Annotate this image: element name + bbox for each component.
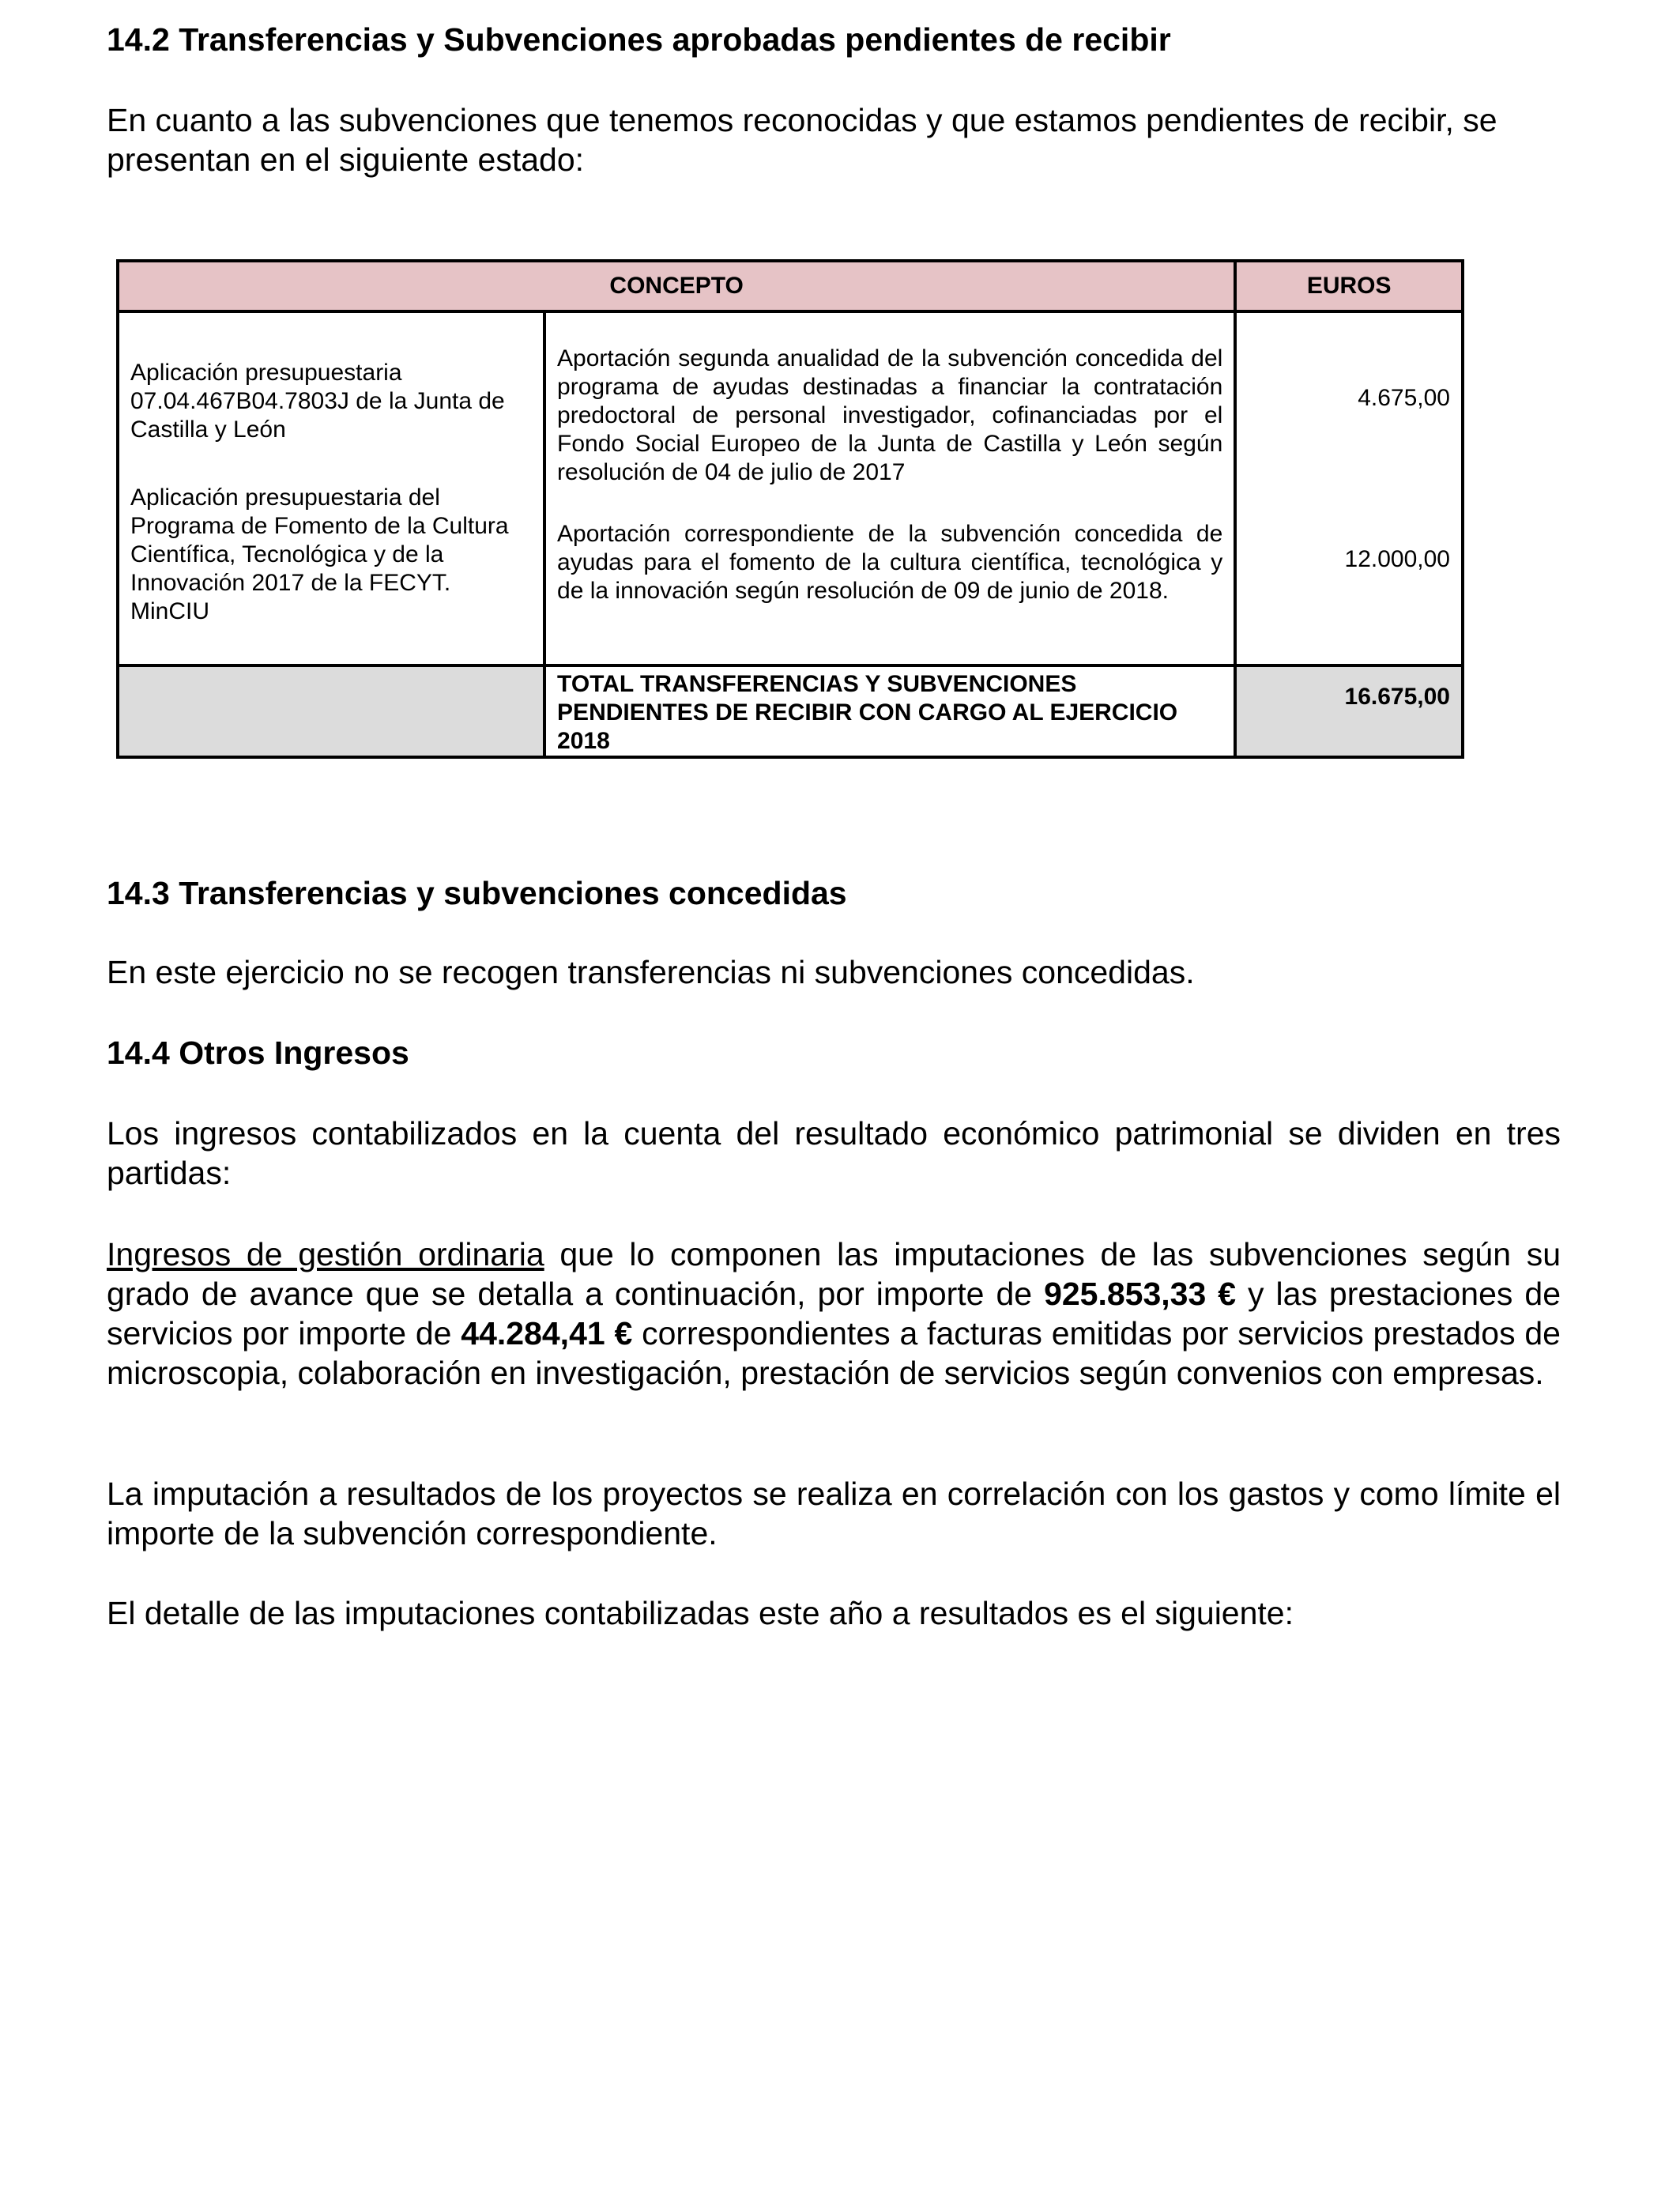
ingresos-text-3: correspondientes a facturas emitidas por servicios prestados de microscopia, colaboración en investigación, prestación de servicios según convenios con empresas. [107, 1315, 1561, 1391]
imputacion-paragraph: La imputación a resultados de los proyectos se realiza en correlación con los gastos y como límite el importe de la subvención correspondiente. [107, 1476, 1561, 1551]
ingresos-text-2: y las prestaciones de servicios por importe de [107, 1276, 1561, 1351]
description-cell [544, 311, 1235, 665]
description-2: Aportación correspondiente de la subvención concedida de ayudas para el fomento de la cultura científica, tecnológica y de la innovación según resolución de 09 de junio de 2018. [557, 521, 1223, 604]
total-label-cell [544, 665, 1235, 757]
total-amount-cell [1235, 665, 1463, 757]
section-heading-14-2: 14.2 Transferencias y Subvenciones aprobadas pendientes de recibir [107, 21, 1171, 58]
amount-1: 4.675,00 [1358, 385, 1450, 411]
section-heading-14-4: 14.4 Otros Ingresos [107, 1035, 409, 1071]
table-total-row [118, 665, 1463, 757]
application-cell [118, 311, 544, 665]
detalle-paragraph: El detalle de las imputaciones contabilizadas este año a resultados es el siguiente: [107, 1595, 1294, 1631]
ingresos-paragraph [107, 1235, 1561, 1393]
header-euros: EUROS [1235, 261, 1463, 311]
section-14-4-intro: Los ingresos contabilizados en la cuenta del resultado económico patrimonial se dividen en tres partidas: [107, 1115, 1561, 1191]
table-row [118, 311, 1463, 665]
amount-2: 12.000,00 [1344, 546, 1450, 572]
application-1: Aplicación presupuestaria 07.04.467B04.7803J de la Junta de Castilla y León [130, 360, 505, 443]
total-amount: 16.675,00 [1344, 684, 1450, 710]
total-empty-cell [118, 665, 544, 757]
description-1: Aportación segunda anualidad de la subvención concedida del programa de ayudas destinadas a financiar la contratación predoctoral de personal investigador, cofinanciadas por el Fondo Social Europeo de la Junta de Castilla y León según resolución de 04 de julio de 2017 [557, 345, 1223, 485]
application-2: Aplicación presupuestaria del Programa de Fomento de la Cultura Científica, Tecnológica y de la Innovación 2017 de la FECYT. MinCIU [130, 484, 509, 624]
header-concepto: CONCEPTO [118, 261, 1235, 311]
ingresos-amount-2: 44.284,41 € [461, 1315, 633, 1351]
ingresos-underlined: Ingresos de gestión ordinaria [107, 1236, 544, 1272]
total-label: TOTAL TRANSFERENCIAS Y SUBVENCIONES PENDIENTES DE RECIBIR CON CARGO AL EJERCICIO 2018 [557, 671, 1178, 754]
section-14-3-text: En este ejercicio no se recogen transferencias ni subvenciones concedidas. [107, 954, 1195, 990]
ingresos-text-1: que lo componen las imputaciones de las subvenciones según su grado de avance que se detalla a continuación, por importe de [107, 1236, 1561, 1312]
table-header-row [118, 261, 1463, 311]
section-heading-14-3: 14.3 Transferencias y subvenciones concedidas [107, 875, 847, 911]
subsidies-pending-table [116, 259, 1464, 759]
section-14-2-intro: En cuanto a las subvenciones que tenemos reconocidas y que estamos pendientes de recibir, se presentan en el siguiente estado: [107, 102, 1497, 178]
ingresos-amount-1: 925.853,33 € [1044, 1276, 1237, 1312]
amount-cell [1235, 311, 1463, 665]
